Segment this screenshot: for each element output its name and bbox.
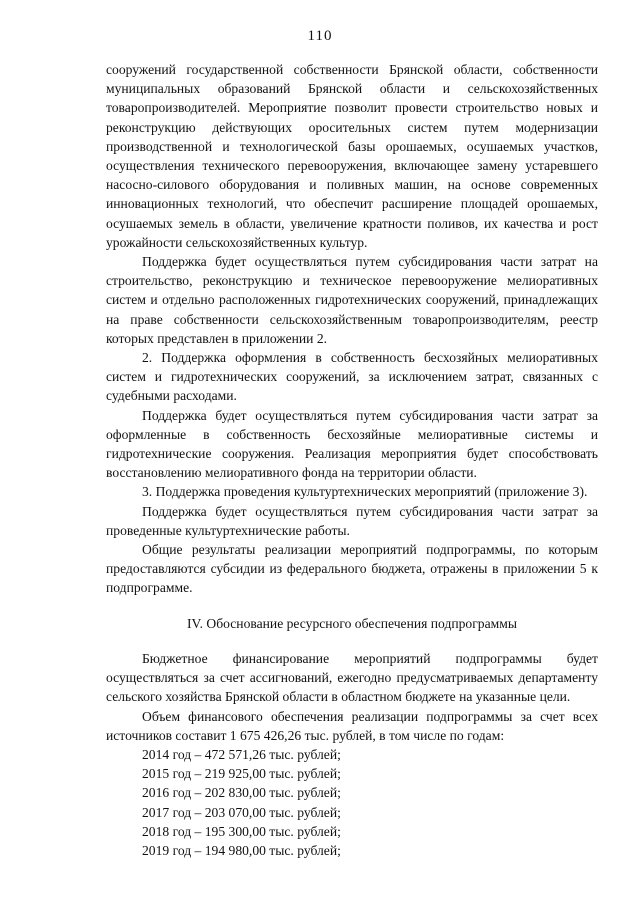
document-body — [106, 60, 598, 860]
section-heading: IV. Обоснование ресурсного обеспечения подпрограммы — [187, 615, 517, 631]
paragraph-support-construction: Поддержка будет осуществляться путем субсидирования части затрат на строительство, реконструкцию и техническое перевооружение мелиоративных систем и отдельно расположенных гидротехнических сооружений, принадлежащих на праве собственности сельскохозяйственным товаропроизводителям, реестр которых представлен в приложении 2. — [106, 254, 598, 346]
list-item: 2018 год – 195 300,00 тыс. рублей; — [142, 823, 341, 839]
paragraph-support-cultural: Поддержка будет осуществляться путем субсидирования части затрат за проведенные культуртехнические работы. — [106, 503, 598, 538]
paragraph-financing-volume: Объем финансового обеспечения реализации подпрограммы за счет всех источников составит 1 675 426,26 тыс. рублей, в том числе по годам: — [106, 708, 598, 743]
yearly-funding-list — [106, 745, 598, 860]
list-item: 2017 год – 203 070,00 тыс. рублей; — [142, 804, 341, 820]
paragraph-budget-financing: Бюджетное финансирование мероприятий подпрограммы будет осуществляться за счет ассигнований, ежегодно предусматриваемых департаменту сельского хозяйства Брянской области в областном бюджете на указанные цели. — [106, 650, 598, 705]
paragraph-results: Общие результаты реализации мероприятий подпрограммы, по которым предоставляются субсидии из федерального бюджета, отражены в приложении 5 к подпрограмме. — [106, 542, 598, 596]
paragraph-item-3: 3. Поддержка проведения культуртехнических мероприятий (приложение 3). — [142, 484, 588, 500]
list-item: 2016 год – 202 830,00 тыс. рублей; — [142, 785, 341, 801]
list-item: 2014 год – 472 571,26 тыс. рублей; — [142, 746, 341, 762]
page-number: 110 — [307, 28, 333, 44]
paragraph-item-2: 2. Поддержка оформления в собственность бесхозяйных мелиоративных систем и гидротехнических сооружений, за исключением затрат, связанных с судебными расходами. — [106, 350, 598, 404]
list-item: 2015 год – 219 925,00 тыс. рублей; — [142, 766, 341, 782]
paragraph-support-ownership: Поддержка будет осуществляться путем субсидирования части затрат за оформленные в собственность бесхозяйные мелиоративные системы и гидротехнические сооружения. Реализация мероприятия будет способствовать восстановлению мелиоративного фонда на территории области. — [106, 407, 598, 481]
list-item: 2019 год – 194 980,00 тыс. рублей; — [142, 842, 341, 858]
paragraph-continuation: сооружений государственной собственности Брянской области, собственности муниципальных образований Брянской области и сельскохозяйственных товаропроизводителей. Мероприятие позволит провести строительство новых и реконструкцию действующих оросительных систем путем модернизации производственной и технологической базы орошаемых, осушаемых участков, осуществления технического перевооружения, включающее замену устаревшего насосно-силового оборудования и поливных машин, на основе современных инновационных технологий, что обеспечит расширение площадей орошаемых, осушаемых земель в области, увеличение кратности поливов, их качества и рост урожайности сельскохозяйственных культур. — [106, 62, 598, 250]
